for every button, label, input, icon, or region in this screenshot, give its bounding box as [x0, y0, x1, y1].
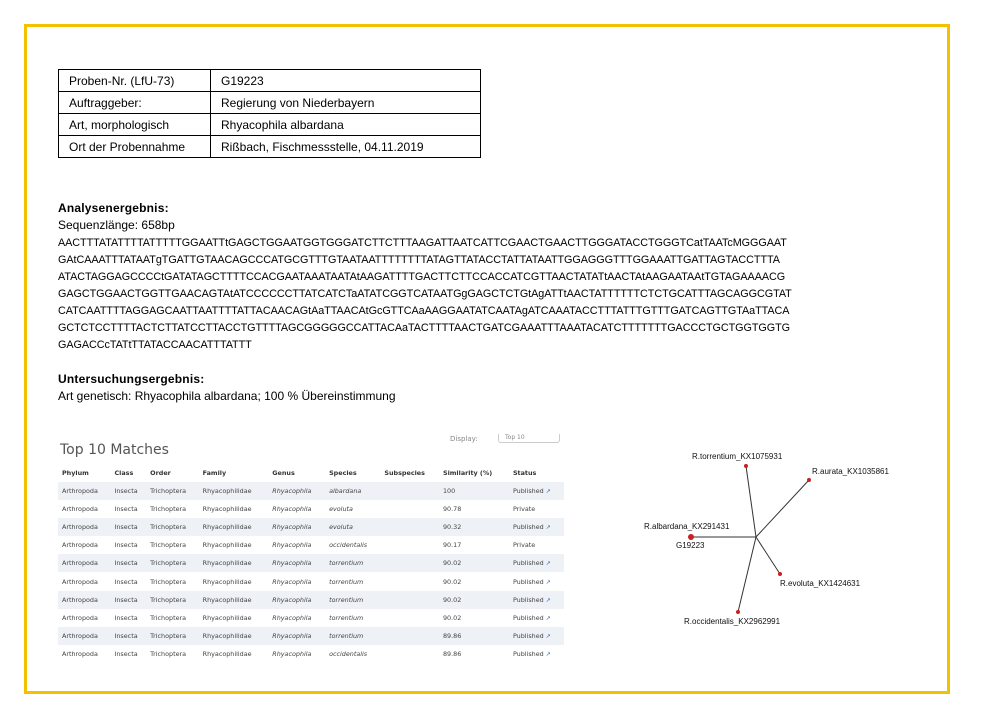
- match-cell-text: Private: [512, 541, 536, 550]
- match-cell-text: Arthropoda: [62, 541, 98, 550]
- match-cell-text: Published: [512, 649, 544, 658]
- match-cell: [509, 554, 564, 572]
- info-row: [59, 114, 481, 136]
- match-cell: [268, 482, 325, 500]
- match-cell-text: Rhyacophila: [272, 595, 312, 604]
- match-cell: [439, 536, 509, 554]
- match-cell-text: Rhyacophilidae: [202, 541, 252, 550]
- info-key: Art, morphologisch: [59, 114, 211, 136]
- match-cell: [110, 572, 146, 590]
- match-cell-text: Arthropoda: [62, 649, 98, 658]
- node-aurata: [807, 478, 811, 482]
- sequence-line: GAGACCcTATtTTATACCAACATTTATTT: [58, 339, 252, 351]
- match-cell-text: Rhyacophila: [272, 523, 312, 532]
- match-cell-text: Rhyacophilidae: [202, 487, 252, 496]
- match-cell: [58, 482, 110, 500]
- match-cell-text: torrentium: [329, 613, 364, 622]
- match-cell: [439, 609, 509, 627]
- match-cell-text: Insecta: [114, 649, 138, 658]
- match-cell: [199, 572, 269, 590]
- match-cell-text: Rhyacophila: [272, 649, 312, 658]
- match-cell: [58, 518, 110, 536]
- match-cell: [110, 554, 146, 572]
- external-link-icon[interactable]: ↗: [545, 632, 551, 640]
- sequence-line: CATCAATTTTAGGAGCAATTAATTTTATTACAACAGtAaTTAACAtGcGTTCAaAAGGAATATCAATAgATCAAATACCTTTATTTGTTTGATCAGTTGTAaTTACA: [58, 305, 790, 317]
- match-cell: [146, 627, 198, 645]
- match-cell-text: Trichoptera: [150, 523, 187, 532]
- label-occidentalis: R.occidentalis_KX2962991: [684, 617, 781, 626]
- match-cell-text: Rhyacophila: [272, 541, 312, 550]
- match-cell-text: Rhyacophilidae: [202, 595, 252, 604]
- match-cell: [439, 518, 509, 536]
- match-row[interactable]: [58, 645, 564, 663]
- match-cell-text: Arthropoda: [62, 559, 98, 568]
- sequence-length: Sequenzlänge: 658bp: [58, 218, 175, 232]
- match-cell: [325, 482, 380, 500]
- info-value: Regierung von Niederbayern: [211, 92, 481, 114]
- match-cell: [110, 627, 146, 645]
- match-cell: [268, 609, 325, 627]
- match-cell-text: Trichoptera: [150, 595, 187, 604]
- branch-occidentalis: [738, 537, 756, 612]
- match-cell-text: Rhyacophila: [272, 613, 312, 622]
- match-cell-text: Rhyacophilidae: [202, 631, 252, 640]
- info-row: [59, 92, 481, 114]
- match-cell: [325, 609, 380, 627]
- external-link-icon[interactable]: ↗: [545, 650, 551, 658]
- external-link-icon[interactable]: ↗: [545, 524, 551, 532]
- match-cell: [110, 609, 146, 627]
- match-cell-text: Trichoptera: [150, 631, 187, 640]
- match-cell-text: 89.86: [442, 631, 462, 640]
- match-cell: [146, 518, 198, 536]
- match-cell: [439, 645, 509, 663]
- match-cell-text: Rhyacophila: [272, 559, 312, 568]
- match-cell: [58, 609, 110, 627]
- match-cell-text: Trichoptera: [150, 649, 187, 658]
- match-cell-text: Rhyacophilidae: [202, 649, 252, 658]
- match-cell: [325, 554, 380, 572]
- match-row[interactable]: [58, 518, 564, 536]
- match-cell-text: torrentium: [329, 577, 364, 586]
- result-heading: Untersuchungsergebnis:: [58, 372, 205, 386]
- match-cell: [199, 609, 269, 627]
- match-cell-text: 90.02: [442, 613, 462, 622]
- match-row[interactable]: [58, 482, 564, 500]
- match-cell: [439, 591, 509, 609]
- result-section: [58, 371, 396, 405]
- match-cell: [509, 482, 564, 500]
- match-cell: [268, 572, 325, 590]
- match-cell: [146, 609, 198, 627]
- match-cell: [439, 500, 509, 518]
- match-cell-text: Insecta: [114, 577, 138, 586]
- match-cell: [509, 572, 564, 590]
- column-header[interactable]: Species: [329, 469, 357, 477]
- match-cell: [199, 645, 269, 663]
- match-cell-text: Private: [512, 505, 536, 514]
- sequence-block: [58, 235, 918, 354]
- match-cell: [509, 645, 564, 663]
- match-cell: [199, 627, 269, 645]
- match-cell-text: Published: [512, 595, 544, 604]
- match-cell: [146, 536, 198, 554]
- display-select[interactable]: [498, 434, 560, 443]
- match-cell-text: Rhyacophilidae: [202, 613, 252, 622]
- match-cell: [380, 609, 439, 627]
- info-key: Proben-Nr. (LfU-73): [59, 70, 211, 92]
- sequence-line: GAGCTGGAACTGGTTGAACAGTAtATCCCCCCTTATCATCTaATATCGGTCATAATGgGAGCTCTGtAgATTtAACTATTTTTTCTCTGCATTTAGCAGGCGTAT: [58, 288, 792, 300]
- match-cell-text: Rhyacophilidae: [202, 523, 252, 532]
- match-cell-text: 90.02: [442, 577, 462, 586]
- match-cell-text: Published: [512, 559, 544, 568]
- column-header[interactable]: Status: [512, 469, 537, 477]
- sequence-line: GCTCTCCTTTTACTCTTATCCTTACCTGTTTTAGCGGGGGCCATTACAaTACTTTTAACTGATCGAAATTTAAATACATCTTTTTTTGACCCTGCTGGTGGTG: [58, 322, 790, 334]
- match-cell: [199, 536, 269, 554]
- matches-table: [58, 464, 564, 663]
- column-header[interactable]: Phylum: [62, 469, 89, 477]
- match-cell: [439, 554, 509, 572]
- external-link-icon[interactable]: ↗: [545, 488, 551, 496]
- match-cell: [325, 518, 380, 536]
- match-cell-text: 90.32: [442, 523, 462, 532]
- match-cell-text: Trichoptera: [150, 505, 187, 514]
- match-cell-text: Trichoptera: [150, 613, 187, 622]
- match-cell-text: 90.02: [442, 595, 462, 604]
- external-link-icon[interactable]: ↗: [545, 614, 551, 622]
- match-cell: [439, 482, 509, 500]
- match-cell: [325, 627, 380, 645]
- info-value: Rißbach, Fischmessstelle, 04.11.2019: [211, 136, 481, 158]
- match-cell-text: Rhyacophilidae: [202, 577, 252, 586]
- label-albardana: R.albardana_KX291431: [644, 522, 730, 531]
- analysis-heading: Analysenergebnis:: [58, 201, 169, 215]
- match-cell-text: Rhyacophila: [272, 631, 312, 640]
- match-cell-text: Insecta: [114, 541, 138, 550]
- match-cell: [509, 518, 564, 536]
- match-cell: [325, 572, 380, 590]
- match-cell: [509, 609, 564, 627]
- match-cell: [380, 500, 439, 518]
- match-cell: [58, 572, 110, 590]
- match-cell-text: Insecta: [114, 505, 138, 514]
- column-header[interactable]: Subspecies: [384, 469, 425, 477]
- external-link-icon[interactable]: ↗: [545, 578, 551, 586]
- match-cell-text: evoluta: [329, 505, 353, 514]
- match-cell: [439, 627, 509, 645]
- match-row[interactable]: [58, 500, 564, 518]
- match-cell-text: Insecta: [114, 559, 138, 568]
- display-select-value: Top 10: [505, 434, 525, 441]
- match-cell: [380, 572, 439, 590]
- match-row[interactable]: [58, 627, 564, 645]
- info-row: [59, 136, 481, 158]
- match-cell: [268, 518, 325, 536]
- match-cell-text: Insecta: [114, 595, 138, 604]
- sequence-line: AACTTTATATTTTATTTTTGGAATTtGAGCTGGAATGGTGGGATCTTCTTTAAGATTAATCATTCGAACTGAACTTGGGATACCTGGGTCatTAATcMGGGAAT: [58, 237, 787, 249]
- match-cell: [199, 554, 269, 572]
- branch-aurata: [756, 480, 809, 537]
- match-cell: [146, 500, 198, 518]
- match-cell-text: occidentalis: [329, 541, 368, 550]
- match-cell: [509, 591, 564, 609]
- match-cell: [199, 482, 269, 500]
- match-cell-text: Arthropoda: [62, 595, 98, 604]
- match-cell: [268, 500, 325, 518]
- info-key: Ort der Probennahme: [59, 136, 211, 158]
- match-cell: [325, 500, 380, 518]
- match-row[interactable]: [58, 609, 564, 627]
- match-cell: [110, 645, 146, 663]
- match-cell: [380, 554, 439, 572]
- match-cell-text: Insecta: [114, 613, 138, 622]
- match-cell: [58, 536, 110, 554]
- match-cell: [380, 591, 439, 609]
- match-row[interactable]: [58, 591, 564, 609]
- match-cell-text: Rhyacophila: [272, 505, 312, 514]
- info-value: Rhyacophila albardana: [211, 114, 481, 136]
- match-cell: [380, 518, 439, 536]
- match-cell: [110, 591, 146, 609]
- match-cell-text: torrentium: [329, 559, 364, 568]
- result-text: Art genetisch: Rhyacophila albardana; 100 % Übereinstimmung: [58, 389, 396, 403]
- match-cell: [380, 536, 439, 554]
- match-cell: [146, 554, 198, 572]
- node-evoluta: [778, 572, 782, 576]
- match-cell-text: albardana: [329, 487, 362, 496]
- branch-torrentium: [746, 466, 756, 537]
- label-query: G19223: [676, 541, 705, 550]
- match-cell-text: 90.17: [442, 541, 462, 550]
- match-cell: [268, 645, 325, 663]
- info-key: Auftraggeber:: [59, 92, 211, 114]
- match-cell-text: Rhyacophilidae: [202, 559, 252, 568]
- match-cell-text: Published: [512, 577, 544, 586]
- match-cell: [110, 500, 146, 518]
- match-cell-text: Trichoptera: [150, 487, 187, 496]
- branch-evoluta: [756, 537, 780, 574]
- match-cell: [58, 554, 110, 572]
- node-albardana: [688, 534, 694, 540]
- column-header[interactable]: Family: [202, 469, 227, 477]
- match-cell: [268, 536, 325, 554]
- match-cell: [325, 591, 380, 609]
- sequence-line: ATACTAGGAGCCCCtGATATAGCTTTTCCACGAATAAATAATAtAAGATTTTGACTTCTTCCACCATCGTTAACTATATtAACTAtAAGAATAAtTGTAGAAAACG: [58, 271, 786, 283]
- match-cell: [146, 572, 198, 590]
- match-cell: [439, 572, 509, 590]
- match-cell-text: Arthropoda: [62, 631, 98, 640]
- match-cell-text: 90.02: [442, 559, 462, 568]
- column-header[interactable]: Similarity (%): [442, 469, 493, 477]
- match-cell: [146, 591, 198, 609]
- match-cell: [509, 627, 564, 645]
- node-torrentium: [744, 464, 748, 468]
- external-link-icon[interactable]: ↗: [545, 596, 551, 604]
- match-cell: [509, 500, 564, 518]
- display-label: Display:: [450, 435, 478, 443]
- match-cell-text: occidentalis: [329, 649, 368, 658]
- match-cell: [325, 536, 380, 554]
- match-cell-text: Published: [512, 487, 544, 496]
- column-header[interactable]: Class: [114, 469, 134, 477]
- match-cell: [110, 536, 146, 554]
- match-cell: [199, 500, 269, 518]
- match-cell-text: Trichoptera: [150, 577, 187, 586]
- match-cell: [58, 591, 110, 609]
- match-cell: [110, 518, 146, 536]
- match-cell: [380, 482, 439, 500]
- label-evoluta: R.evoluta_KX1424631: [780, 579, 861, 588]
- match-cell-text: torrentium: [329, 595, 364, 604]
- match-row[interactable]: [58, 572, 564, 590]
- match-cell: [268, 627, 325, 645]
- sequence-line: GAtCAAATTTATAATgTGATTGTAACAGCCCATGCGTTTGTAATAATTTTTTTTATAGTTATACCTATTATAATTGGAGGGTTTGGAAATTGATTAGTACCTTTA: [58, 254, 780, 266]
- match-cell-text: evoluta: [329, 523, 353, 532]
- node-occidentalis: [736, 610, 740, 614]
- match-cell-text: torrentium: [329, 631, 364, 640]
- match-cell-text: Trichoptera: [150, 541, 187, 550]
- phylogenetic-tree: [636, 446, 926, 636]
- match-cell: [268, 554, 325, 572]
- match-cell: [268, 591, 325, 609]
- match-cell: [58, 645, 110, 663]
- match-cell-text: Rhyacophila: [272, 487, 312, 496]
- match-cell: [146, 645, 198, 663]
- external-link-icon[interactable]: ↗: [545, 560, 551, 568]
- match-cell: [146, 482, 198, 500]
- match-cell: [325, 645, 380, 663]
- match-cell: [58, 627, 110, 645]
- match-cell-text: Insecta: [114, 631, 138, 640]
- match-cell-text: Arthropoda: [62, 577, 98, 586]
- sample-info-table: [58, 69, 481, 158]
- match-cell-text: Rhyacophila: [272, 577, 312, 586]
- match-cell: [509, 536, 564, 554]
- match-cell: [199, 591, 269, 609]
- match-cell-text: Published: [512, 523, 544, 532]
- match-cell-text: Published: [512, 613, 544, 622]
- match-cell-text: 100: [442, 487, 456, 496]
- column-header[interactable]: Order: [150, 469, 171, 477]
- match-cell-text: Trichoptera: [150, 559, 187, 568]
- match-cell-text: 89.86: [442, 649, 462, 658]
- matches-title: Top 10 Matches: [60, 442, 169, 458]
- info-row: [59, 70, 481, 92]
- info-value: G19223: [211, 70, 481, 92]
- label-torrentium: R.torrentium_KX1075931: [692, 452, 783, 461]
- match-cell: [380, 645, 439, 663]
- match-cell-text: Arthropoda: [62, 505, 98, 514]
- analysis-section: [58, 200, 175, 234]
- match-cell-text: Insecta: [114, 487, 138, 496]
- match-cell-text: Arthropoda: [62, 523, 98, 532]
- match-cell: [199, 518, 269, 536]
- match-cell: [110, 482, 146, 500]
- match-cell-text: Insecta: [114, 523, 138, 532]
- match-cell: [58, 500, 110, 518]
- match-cell-text: Rhyacophilidae: [202, 505, 252, 514]
- match-cell-text: Arthropoda: [62, 487, 98, 496]
- match-cell: [380, 627, 439, 645]
- match-cell-text: 90.78: [442, 505, 462, 514]
- match-row[interactable]: [58, 554, 564, 572]
- match-cell-text: Arthropoda: [62, 613, 98, 622]
- column-header[interactable]: Genus: [272, 469, 295, 477]
- match-cell-text: Published: [512, 631, 544, 640]
- match-row[interactable]: [58, 536, 564, 554]
- label-aurata: R.aurata_KX1035861: [812, 467, 889, 476]
